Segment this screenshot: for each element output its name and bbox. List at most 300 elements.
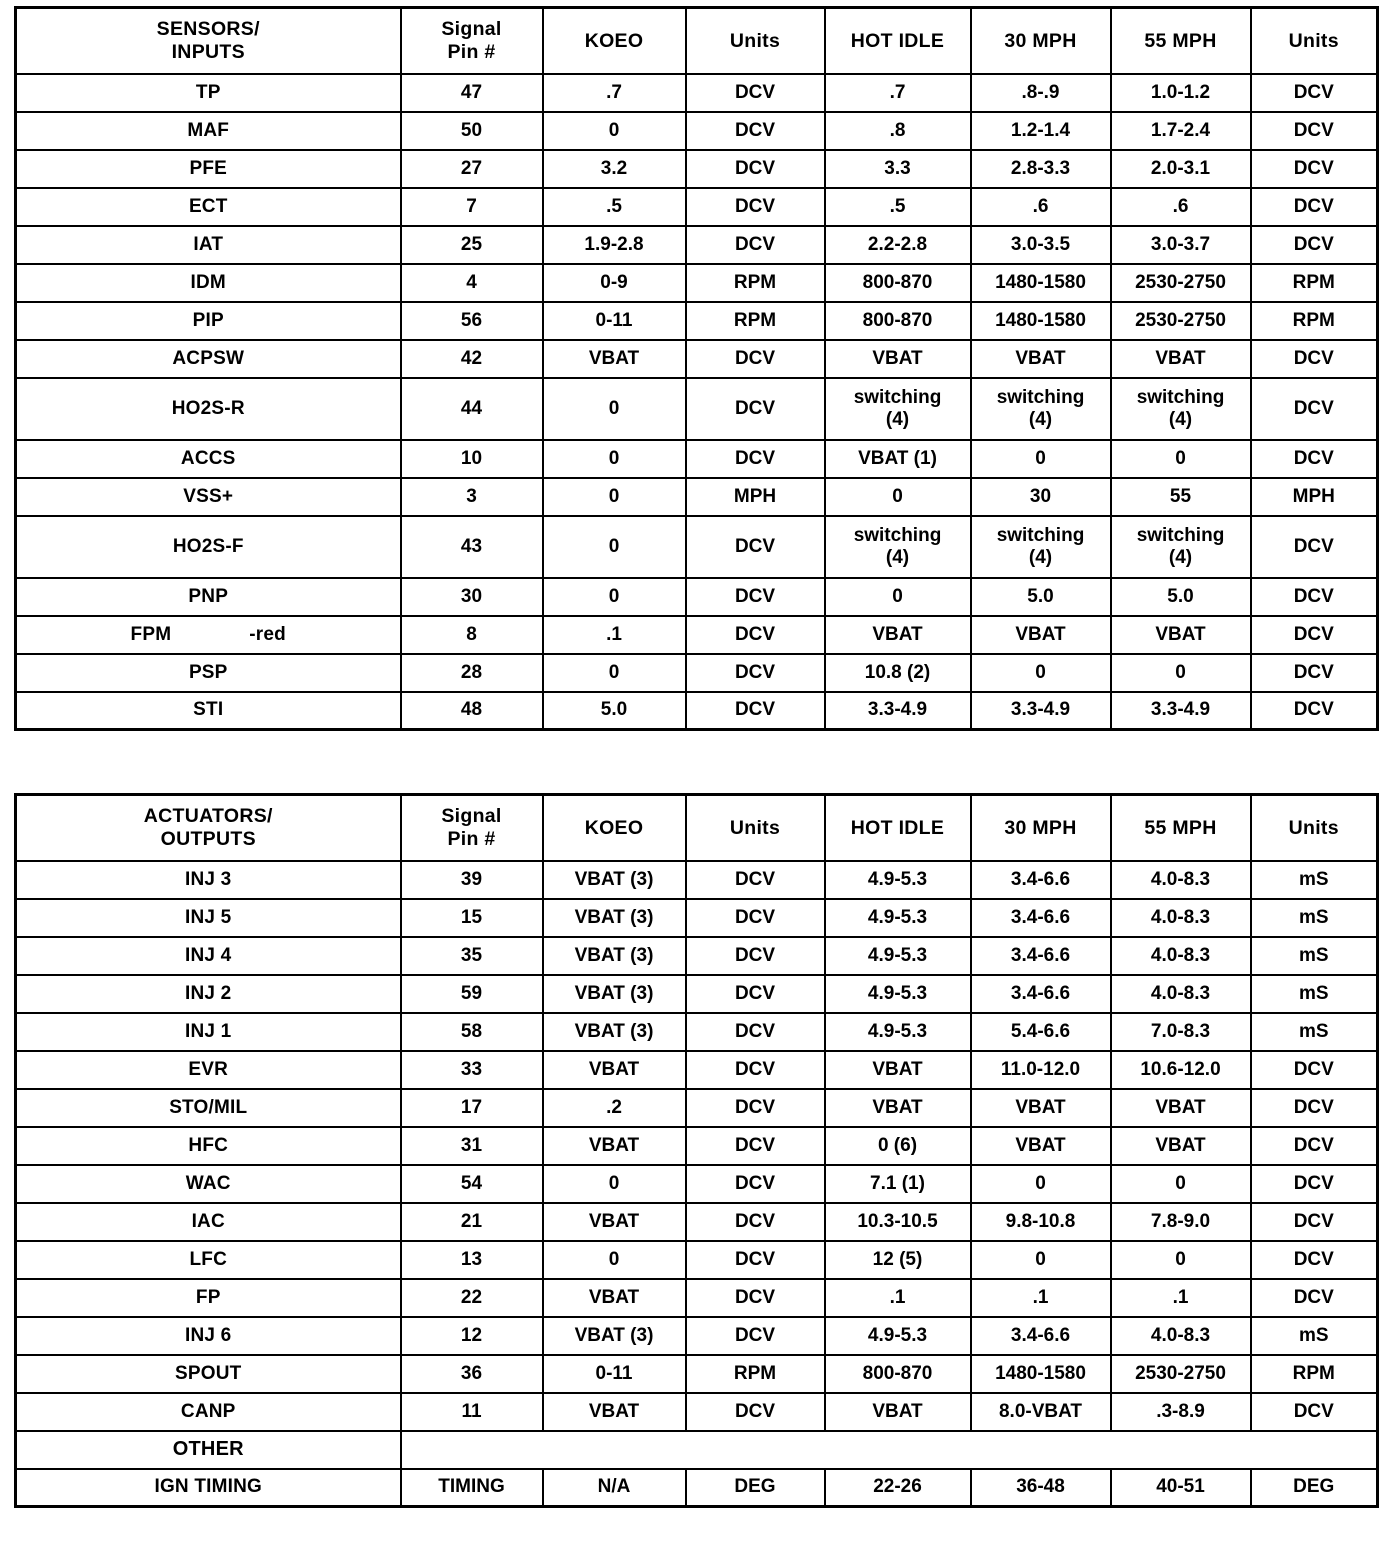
cell-hot-idle: 4.9-5.3 [825, 899, 971, 937]
cell-signal-pin: 27 [401, 150, 543, 188]
table-spacer [14, 731, 1378, 793]
cell-koeo: 0-11 [543, 302, 686, 340]
table-row [16, 1013, 1378, 1051]
header-line-1: SENSORS/ [156, 18, 260, 41]
table-row [16, 516, 1378, 578]
cell-30-mph: 5.0 [971, 578, 1111, 616]
header-line-2: Pin # [447, 827, 496, 850]
cell-hot-idle: 3.3 [825, 150, 971, 188]
header-line-1: Signal [441, 18, 502, 41]
cell-30-mph: 11.0-12.0 [971, 1051, 1111, 1089]
cell-30-mph: 1.2-1.4 [971, 112, 1111, 150]
cell-koeo: 0 [543, 1241, 686, 1279]
cell-units-1: DCV [686, 654, 825, 692]
cell-30-mph: 9.8-10.8 [971, 1203, 1111, 1241]
cell-koeo: 0 [543, 112, 686, 150]
cell-koeo: .7 [543, 74, 686, 112]
cell-30-mph: 1480-1580 [971, 302, 1111, 340]
cell-hot-idle: 4.9-5.3 [825, 937, 971, 975]
row-label-actuator: FP [16, 1279, 401, 1317]
row-label-actuator: INJ 2 [16, 975, 401, 1013]
cell-koeo: .5 [543, 188, 686, 226]
cell-units-2: mS [1251, 1013, 1378, 1051]
cell-hot-idle: 0 [825, 578, 971, 616]
table-row [16, 478, 1378, 516]
row-label-sensor [16, 378, 401, 440]
cell-signal-pin: 58 [401, 1013, 543, 1051]
cell-units-2: DCV [1251, 578, 1378, 616]
cell-hot-idle: switching (4) [825, 378, 971, 440]
cell-30-mph: 2.8-3.3 [971, 150, 1111, 188]
cell-hot-idle: .7 [825, 74, 971, 112]
cell-units-1: RPM [686, 1355, 825, 1393]
cell-units-1: DCV [686, 340, 825, 378]
cell-signal-pin: 12 [401, 1317, 543, 1355]
cell-30-mph: VBAT [971, 1127, 1111, 1165]
cell-30-mph: 3.4-6.6 [971, 975, 1111, 1013]
cell-units-1: DCV [686, 861, 825, 899]
cell-units-1: DCV [686, 1317, 825, 1355]
cell-signal-pin: 31 [401, 1127, 543, 1165]
table-row [16, 1165, 1378, 1203]
cell-koeo: 0-9 [543, 264, 686, 302]
cell-30-mph: 1480-1580 [971, 1355, 1111, 1393]
cell-koeo: .1 [543, 616, 686, 654]
cell-55-mph: 4.0-8.3 [1111, 861, 1251, 899]
cell-units-1: DCV [686, 440, 825, 478]
cell-55-mph: 2530-2750 [1111, 1355, 1251, 1393]
table-row [16, 1469, 1378, 1507]
table-row [16, 188, 1378, 226]
cell-units-1: DCV [686, 937, 825, 975]
header-line-1: ACTUATORS/ [143, 805, 273, 828]
cell-55-mph: VBAT [1111, 616, 1251, 654]
table-row [16, 1279, 1378, 1317]
cell-koeo: 0-11 [543, 1355, 686, 1393]
row-label-actuator: STO/MIL [16, 1089, 401, 1127]
cell-55-mph: VBAT [1111, 1127, 1251, 1165]
cell-55-mph: 2530-2750 [1111, 302, 1251, 340]
cell-30-mph: 3.3-4.9 [971, 692, 1111, 730]
cell-units-1: DCV [686, 188, 825, 226]
cell-units-2: RPM [1251, 264, 1378, 302]
table-row [16, 1203, 1378, 1241]
row-label-sensor [16, 150, 401, 188]
cell-hot-idle: 10.8 (2) [825, 654, 971, 692]
cell-units-2: mS [1251, 937, 1378, 975]
cell-koeo: VBAT (3) [543, 937, 686, 975]
cell-30-mph: 5.4-6.6 [971, 1013, 1111, 1051]
cell-55-mph: 4.0-8.3 [1111, 975, 1251, 1013]
actuators-outputs-table [14, 793, 1379, 1508]
sensor-name: PFE [189, 157, 228, 179]
table-row [16, 654, 1378, 692]
sensor-name: PNP [188, 585, 229, 607]
cell-units-1: DCV [686, 692, 825, 730]
row-label-sensor [16, 478, 401, 516]
cell-units-2: DCV [1251, 516, 1378, 578]
cell-signal-pin: 36 [401, 1355, 543, 1393]
cell-units-2: DEG [1251, 1469, 1378, 1507]
sensor-name: TP [195, 81, 221, 103]
cell-30-mph: 3.4-6.6 [971, 1317, 1111, 1355]
cell-hot-idle: 4.9-5.3 [825, 1013, 971, 1051]
cell-signal-pin: 50 [401, 112, 543, 150]
cell-units-2: DCV [1251, 1127, 1378, 1165]
cell-55-mph: 0 [1111, 1241, 1251, 1279]
cell-koeo: VBAT [543, 1051, 686, 1089]
table-header-row [16, 795, 1378, 861]
cell-30-mph: 30 [971, 478, 1111, 516]
cell-signal-pin: 11 [401, 1393, 543, 1431]
cell-signal-pin: 44 [401, 378, 543, 440]
table-row [16, 378, 1378, 440]
table-row [16, 264, 1378, 302]
cell-55-mph: VBAT [1111, 1089, 1251, 1127]
column-header-55-mph: 55 MPH [1111, 8, 1251, 74]
sensor-name: STI [193, 699, 224, 721]
cell-units-2: mS [1251, 861, 1378, 899]
cell-koeo: 0 [543, 440, 686, 478]
cell-30-mph: 3.4-6.6 [971, 937, 1111, 975]
cell-units-1: DCV [686, 1241, 825, 1279]
cell-55-mph: 40-51 [1111, 1469, 1251, 1507]
cell-signal-pin: 43 [401, 516, 543, 578]
table-row [16, 1393, 1378, 1431]
cell-30-mph: VBAT [971, 1089, 1111, 1127]
cell-units-1: DEG [686, 1469, 825, 1507]
cell-signal-pin: 21 [401, 1203, 543, 1241]
cell-units-2: MPH [1251, 478, 1378, 516]
table-row [16, 302, 1378, 340]
cell-koeo: 0 [543, 378, 686, 440]
sensor-name: FPM [130, 623, 172, 645]
cell-signal-pin: 59 [401, 975, 543, 1013]
table-row [16, 1051, 1378, 1089]
cell-hot-idle: 4.9-5.3 [825, 1317, 971, 1355]
cell-signal-pin: 35 [401, 937, 543, 975]
cell-koeo: N/A [543, 1469, 686, 1507]
cell-hot-idle: 12 (5) [825, 1241, 971, 1279]
row-label-actuator: WAC [16, 1165, 401, 1203]
cell-hot-idle: 22-26 [825, 1469, 971, 1507]
cell-55-mph: 4.0-8.3 [1111, 899, 1251, 937]
cell-units-1: DCV [686, 578, 825, 616]
cell-units-1: RPM [686, 302, 825, 340]
cell-30-mph: 3.4-6.6 [971, 861, 1111, 899]
cell-signal-pin: 47 [401, 74, 543, 112]
cell-koeo: VBAT (3) [543, 975, 686, 1013]
cell-hot-idle: switching (4) [825, 516, 971, 578]
cell-hot-idle: .8 [825, 112, 971, 150]
cell-signal-pin: 15 [401, 899, 543, 937]
row-label-sensor [16, 440, 401, 478]
row-label-sensor [16, 302, 401, 340]
cell-55-mph: 7.8-9.0 [1111, 1203, 1251, 1241]
cell-units-2: mS [1251, 1317, 1378, 1355]
row-label-actuator: CANP [16, 1393, 401, 1431]
cell-units-2: DCV [1251, 440, 1378, 478]
cell-signal-pin: 8 [401, 616, 543, 654]
column-header-hot-idle: HOT IDLE [825, 795, 971, 861]
sensor-name: IAT [193, 233, 224, 255]
cell-hot-idle: 800-870 [825, 264, 971, 302]
column-header-units-1: Units [686, 8, 825, 74]
table-row [16, 616, 1378, 654]
cell-30-mph: VBAT [971, 616, 1111, 654]
table-header-row [16, 8, 1378, 74]
cell-koeo: 1.9-2.8 [543, 226, 686, 264]
cell-signal-pin: 25 [401, 226, 543, 264]
table-row [16, 937, 1378, 975]
column-header-koeo: KOEO [543, 8, 686, 74]
cell-signal-pin: 33 [401, 1051, 543, 1089]
row-label-actuator: INJ 4 [16, 937, 401, 975]
column-header-units-2: Units [1251, 8, 1378, 74]
cell-units-2: DCV [1251, 1203, 1378, 1241]
cell-hot-idle: 4.9-5.3 [825, 861, 971, 899]
table-row [16, 899, 1378, 937]
cell-koeo: VBAT [543, 340, 686, 378]
cell-koeo: VBAT (3) [543, 1013, 686, 1051]
cell-hot-idle: 7.1 (1) [825, 1165, 971, 1203]
table-row [16, 340, 1378, 378]
cell-hot-idle: 4.9-5.3 [825, 975, 971, 1013]
sensor-name: PIP [192, 309, 224, 331]
table-row [16, 578, 1378, 616]
cell-units-1: DCV [686, 1013, 825, 1051]
cell-units-1: RPM [686, 264, 825, 302]
cell-units-1: DCV [686, 1051, 825, 1089]
cell-units-1: DCV [686, 1165, 825, 1203]
cell-55-mph: switching (4) [1111, 516, 1251, 578]
cell-hot-idle: VBAT [825, 1051, 971, 1089]
cell-units-2: DCV [1251, 112, 1378, 150]
cell-30-mph: 0 [971, 440, 1111, 478]
row-label-sensor [16, 578, 401, 616]
row-label-sensor [16, 188, 401, 226]
cell-55-mph: .6 [1111, 188, 1251, 226]
cell-55-mph: VBAT [1111, 340, 1251, 378]
sensor-name: HO2S-R [171, 397, 245, 419]
cell-30-mph: switching (4) [971, 516, 1111, 578]
cell-55-mph: 2.0-3.1 [1111, 150, 1251, 188]
row-label-actuator: SPOUT [16, 1355, 401, 1393]
sensor-name: ACPSW [172, 347, 245, 369]
cell-units-2: DCV [1251, 188, 1378, 226]
cell-55-mph: 0 [1111, 1165, 1251, 1203]
column-header-actuators [16, 795, 401, 861]
cell-units-2: RPM [1251, 1355, 1378, 1393]
column-header-30-mph: 30 MPH [971, 8, 1111, 74]
cell-hot-idle: VBAT [825, 1393, 971, 1431]
cell-55-mph: 4.0-8.3 [1111, 937, 1251, 975]
cell-units-1: DCV [686, 899, 825, 937]
sensor-name: ECT [188, 195, 228, 217]
table-row [16, 440, 1378, 478]
cell-koeo: VBAT (3) [543, 1317, 686, 1355]
column-header-signal-pin [401, 795, 543, 861]
cell-55-mph: 0 [1111, 440, 1251, 478]
cell-signal-pin: 3 [401, 478, 543, 516]
cell-signal-pin: 56 [401, 302, 543, 340]
cell-koeo: 0 [543, 516, 686, 578]
column-header-30-mph: 30 MPH [971, 795, 1111, 861]
cell-koeo: 0 [543, 654, 686, 692]
row-label-other: OTHER [16, 1431, 401, 1469]
cell-units-2: mS [1251, 899, 1378, 937]
cell-hot-idle: VBAT (1) [825, 440, 971, 478]
cell-koeo: .2 [543, 1089, 686, 1127]
cell-units-2: DCV [1251, 226, 1378, 264]
row-label-actuator: IAC [16, 1203, 401, 1241]
row-label-actuator: HFC [16, 1127, 401, 1165]
row-label-sensor [16, 654, 401, 692]
cell-55-mph: .3-8.9 [1111, 1393, 1251, 1431]
row-label-sensor [16, 112, 401, 150]
sensor-name: PSP [188, 661, 228, 683]
cell-55-mph: 55 [1111, 478, 1251, 516]
table-row [16, 112, 1378, 150]
cell-units-2: DCV [1251, 692, 1378, 730]
cell-units-1: DCV [686, 1393, 825, 1431]
row-label-actuator: INJ 5 [16, 899, 401, 937]
cell-hot-idle: VBAT [825, 1089, 971, 1127]
cell-hot-idle: 3.3-4.9 [825, 692, 971, 730]
cell-30-mph: .6 [971, 188, 1111, 226]
column-header-hot-idle: HOT IDLE [825, 8, 971, 74]
cell-30-mph: VBAT [971, 340, 1111, 378]
row-label-ign-timing: IGN TIMING [16, 1469, 401, 1507]
cell-30-mph: 8.0-VBAT [971, 1393, 1111, 1431]
row-label-sensor [16, 264, 401, 302]
table-row [16, 74, 1378, 112]
column-header-koeo: KOEO [543, 795, 686, 861]
cell-units-1: DCV [686, 150, 825, 188]
cell-koeo: 3.2 [543, 150, 686, 188]
cell-signal-pin: 39 [401, 861, 543, 899]
cell-hot-idle: .1 [825, 1279, 971, 1317]
cell-koeo: VBAT [543, 1393, 686, 1431]
cell-30-mph: 0 [971, 1241, 1111, 1279]
cell-units-2: DCV [1251, 340, 1378, 378]
cell-signal-pin: 48 [401, 692, 543, 730]
cell-units-1: DCV [686, 975, 825, 1013]
row-label-actuator: INJ 1 [16, 1013, 401, 1051]
cell-koeo: VBAT (3) [543, 861, 686, 899]
cell-units-1: DCV [686, 378, 825, 440]
cell-30-mph: 0 [971, 654, 1111, 692]
cell-koeo: VBAT [543, 1203, 686, 1241]
header-line-2: INPUTS [171, 40, 245, 63]
cell-units-2: DCV [1251, 1089, 1378, 1127]
cell-hot-idle: 800-870 [825, 1355, 971, 1393]
cell-signal-pin: 7 [401, 188, 543, 226]
cell-30-mph: 1480-1580 [971, 264, 1111, 302]
cell-55-mph: .1 [1111, 1279, 1251, 1317]
row-label-sensor [16, 340, 401, 378]
row-label-sensor [16, 616, 401, 654]
cell-55-mph: 7.0-8.3 [1111, 1013, 1251, 1051]
header-line-2: Pin # [447, 40, 496, 63]
header-line-1: Signal [441, 805, 502, 828]
cell-30-mph: switching (4) [971, 378, 1111, 440]
cell-koeo: 0 [543, 1165, 686, 1203]
sensor-name: MAF [187, 119, 230, 141]
cell-units-2: DCV [1251, 378, 1378, 440]
cell-55-mph: 5.0 [1111, 578, 1251, 616]
cell-30-mph: .1 [971, 1279, 1111, 1317]
row-label-sensor [16, 516, 401, 578]
cell-hot-idle: 10.3-10.5 [825, 1203, 971, 1241]
cell-units-2: DCV [1251, 654, 1378, 692]
cell-signal-pin: TIMING [401, 1469, 543, 1507]
table-row [16, 692, 1378, 730]
cell-units-2: DCV [1251, 1051, 1378, 1089]
cell-units-1: MPH [686, 478, 825, 516]
cell-units-1: DCV [686, 74, 825, 112]
table-row [16, 1089, 1378, 1127]
cell-empty [401, 1431, 1378, 1469]
cell-signal-pin: 10 [401, 440, 543, 478]
table-row [16, 1241, 1378, 1279]
cell-30-mph: .8-.9 [971, 74, 1111, 112]
column-header-units-1: Units [686, 795, 825, 861]
sensors-inputs-table [14, 6, 1379, 731]
cell-30-mph: 0 [971, 1165, 1111, 1203]
row-label-sensor [16, 226, 401, 264]
cell-units-2: DCV [1251, 1241, 1378, 1279]
cell-hot-idle: 0 (6) [825, 1127, 971, 1165]
cell-units-2: DCV [1251, 1279, 1378, 1317]
cell-30-mph: 3.0-3.5 [971, 226, 1111, 264]
cell-units-1: DCV [686, 1089, 825, 1127]
cell-55-mph: 0 [1111, 654, 1251, 692]
sensor-name: ACCS [180, 447, 236, 469]
row-label-actuator: LFC [16, 1241, 401, 1279]
row-label-actuator: EVR [16, 1051, 401, 1089]
column-header-signal-pin [401, 8, 543, 74]
row-label-actuator: INJ 3 [16, 861, 401, 899]
row-label-sensor [16, 692, 401, 730]
cell-koeo: 0 [543, 478, 686, 516]
cell-koeo: 0 [543, 578, 686, 616]
cell-signal-pin: 42 [401, 340, 543, 378]
table-row-other [16, 1431, 1378, 1469]
table-row [16, 861, 1378, 899]
cell-hot-idle: VBAT [825, 616, 971, 654]
cell-55-mph: 4.0-8.3 [1111, 1317, 1251, 1355]
cell-55-mph: switching (4) [1111, 378, 1251, 440]
table-row [16, 1355, 1378, 1393]
cell-koeo: VBAT (3) [543, 899, 686, 937]
cell-hot-idle: .5 [825, 188, 971, 226]
cell-units-1: DCV [686, 112, 825, 150]
cell-55-mph: 3.0-3.7 [1111, 226, 1251, 264]
cell-units-2: RPM [1251, 302, 1378, 340]
cell-55-mph: 10.6-12.0 [1111, 1051, 1251, 1089]
sensor-name-note: -red [249, 623, 286, 645]
cell-units-1: DCV [686, 1127, 825, 1165]
cell-units-2: DCV [1251, 1165, 1378, 1203]
cell-units-2: DCV [1251, 74, 1378, 112]
cell-55-mph: 1.7-2.4 [1111, 112, 1251, 150]
cell-signal-pin: 13 [401, 1241, 543, 1279]
cell-hot-idle: 0 [825, 478, 971, 516]
cell-hot-idle: VBAT [825, 340, 971, 378]
sensor-name: IDM [190, 271, 226, 293]
cell-signal-pin: 54 [401, 1165, 543, 1203]
